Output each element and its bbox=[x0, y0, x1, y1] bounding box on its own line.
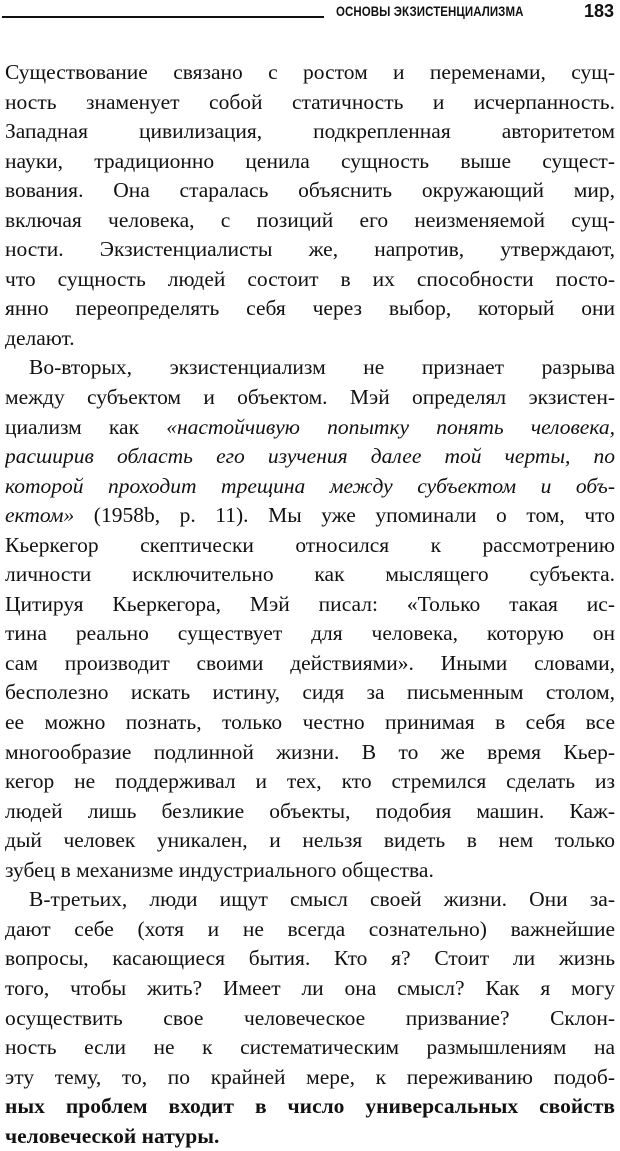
text-line: янно переопределять себя через выбор, который они bbox=[5, 296, 615, 321]
text-line: Кьеркегор скептически относился к рассмотрению bbox=[5, 532, 615, 557]
page-header bbox=[0, 0, 620, 24]
text-line: Цитируя Кьеркегора, Мэй писал: «Только такая ис- bbox=[5, 591, 615, 616]
running-head: ОСНОВЫ ЭКЗИСТЕНЦИАЛИЗМА bbox=[336, 3, 524, 19]
text-line: между субъектом и объектом. Мэй определял экзистен- bbox=[5, 385, 615, 410]
quote-italic: ектом» bbox=[5, 503, 75, 528]
text-line: Западная цивилизация, подкрепленная авторитетом bbox=[5, 119, 615, 144]
text-line: людей лишь безликие объекты, подобия машин. Каж- bbox=[5, 798, 615, 823]
text-line: вопросы, касающиеся бытия. Кто я? Стоит ли жизнь bbox=[5, 946, 615, 971]
text-line: ности. Экзистенциалисты же, напротив, утверждают, bbox=[5, 237, 615, 262]
text-line: ее можно познать, только честно принимая в себя все bbox=[5, 710, 615, 735]
text-line bbox=[5, 501, 615, 531]
text-line: ных проблем входит в число универсальных свойств bbox=[5, 1094, 615, 1119]
text-line: В-третьих, люди ищут смысл своей жизни. Они за- bbox=[29, 887, 615, 912]
quote-italic: «настойчивую попытку понять человека, bbox=[166, 414, 615, 439]
text-line: бесполезно искать истину, сидя за письменным столом, bbox=[5, 680, 615, 705]
text-line: многообразие подлинной жизни. В то же время Кьер- bbox=[5, 739, 615, 764]
text-line: личности исключительно как мыслящего субъекта. bbox=[5, 562, 615, 587]
text-line: вования. Она старалась объяснить окружающий мир, bbox=[5, 178, 615, 203]
text-line: что сущность людей состоит в их способности посто- bbox=[5, 266, 615, 291]
text-line: Существование связано с ростом и переменами, сущ- bbox=[5, 60, 615, 84]
text-line: кегор не поддерживал и тех, кто стремился сделать из bbox=[5, 769, 615, 794]
text-line: того, чтобы жить? Имеет ли она смысл? Как я могу bbox=[5, 975, 615, 1000]
text-line: включая человека, с позиций его неизменяемой сущ- bbox=[5, 207, 615, 232]
body-text bbox=[5, 58, 615, 1151]
page-number: 183 bbox=[583, 1, 614, 21]
text-line: человеческой натуры. bbox=[5, 1123, 220, 1148]
text-line: дый человек уникален, и нельзя видеть в нем только bbox=[5, 828, 615, 853]
text-run: циализм как bbox=[5, 414, 167, 439]
citation-run: (1958b, р. 11). Мы уже упоминали о том, что bbox=[74, 503, 615, 528]
text-line: сам производит своими действиями». Иными словами, bbox=[5, 650, 615, 675]
text-line: науки, традиционно ценила сущность выше сущест- bbox=[5, 148, 615, 173]
text-line: дают себе (хотя и не всегда сознательно) важнейшие bbox=[5, 916, 615, 941]
text-line: ность знаменует собой статичность и исчерпанность. bbox=[5, 89, 615, 114]
text-line bbox=[5, 413, 615, 443]
text-line: тина реально существует для человека, которую он bbox=[5, 621, 615, 646]
text-line: Во-вторых, экзистенциализм не признает разрыва bbox=[29, 355, 615, 380]
text-line: делают. bbox=[5, 325, 75, 350]
text-line: осуществить свое человеческое призвание? Склон- bbox=[5, 1005, 615, 1030]
text-line: эту тему, то, по крайней мере, к переживанию подоб- bbox=[5, 1064, 615, 1089]
quote-line: которой проходит трещина между субъектом и объ- bbox=[5, 473, 615, 498]
text-line: зубец в механизме индустриального общества. bbox=[5, 857, 434, 882]
header-rule bbox=[2, 16, 324, 18]
quote-line: расширив область его изучения далее той черты, по bbox=[5, 444, 615, 469]
text-line: ность если не к систематическим размышлениям на bbox=[5, 1035, 615, 1060]
